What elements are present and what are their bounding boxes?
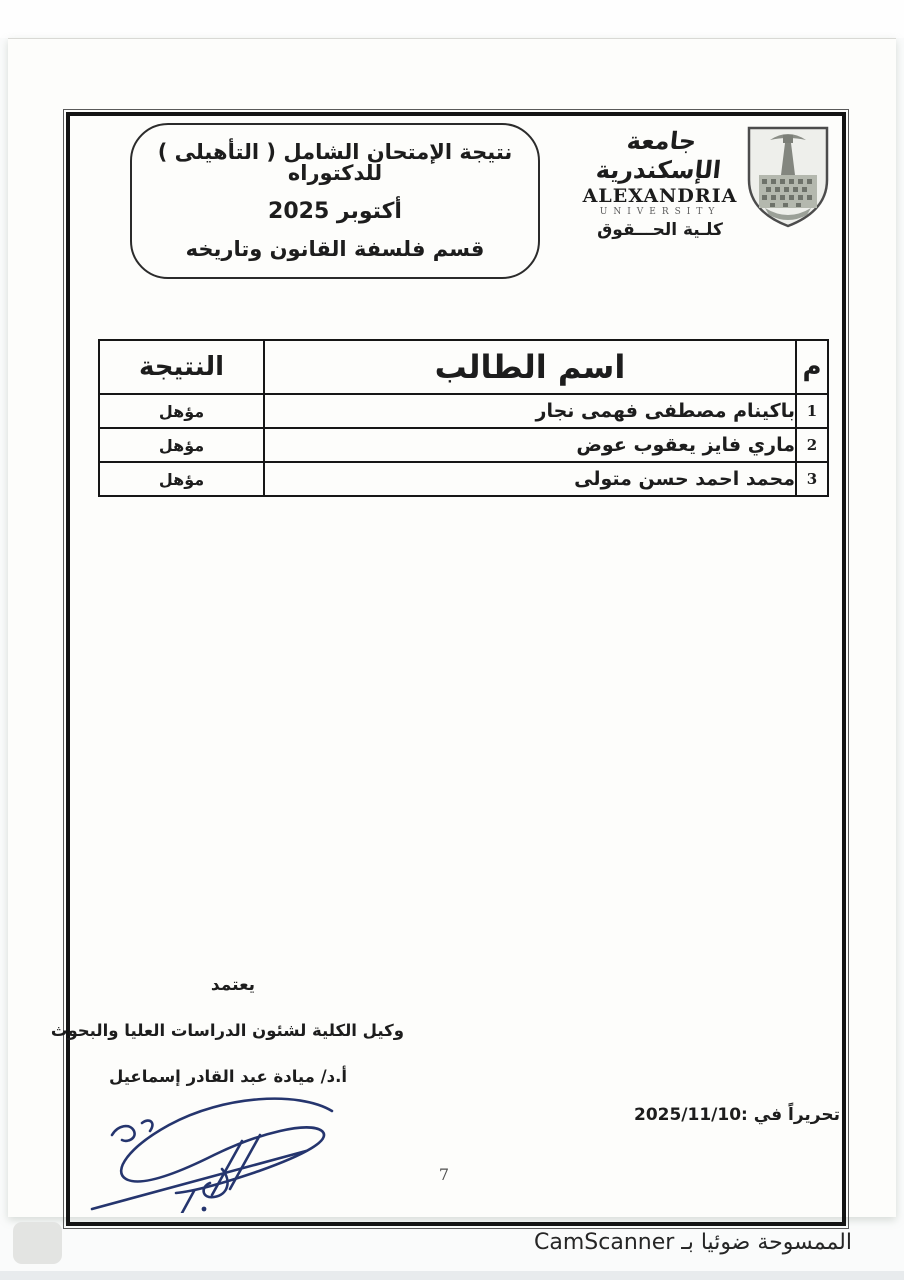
approval-heading: يعتمد: [210, 975, 256, 995]
page-border-frame-inner: [50, 112, 846, 1226]
column-header-result: النتيجة: [99, 340, 264, 394]
photo-background-bottom-strip: [0, 1271, 904, 1280]
row-index: 3: [796, 462, 828, 496]
student-result: مؤهل: [99, 394, 264, 428]
column-header-student-name: اسم الطالب: [264, 340, 796, 394]
scanner-thumbnail-placeholder: [13, 1222, 62, 1264]
student-name: باكينام مصطفى فهمى نجار: [264, 394, 796, 428]
exam-title-line1: نتيجة الإمتحان الشامل ( التأهيلى ) للدكتوراه: [157, 139, 513, 185]
issued-date-line: تحريراً في :2025/11/10: [633, 1105, 840, 1125]
camscanner-watermark: الممسوحة ضوئيا بـ CamScanner: [534, 1230, 852, 1255]
results-table-header-row: [99, 340, 828, 394]
table-row: [99, 428, 828, 462]
university-shield-icon: [745, 123, 831, 235]
university-name-arabic: جامعة الإسكندرية: [594, 127, 723, 184]
student-result: مؤهل: [99, 462, 264, 496]
row-index: 2: [796, 428, 828, 462]
student-name: محمد احمد حسن متولى: [264, 462, 796, 496]
university-logo-block: [574, 127, 746, 239]
student-name: ماري فايز يعقوب عوض: [264, 428, 796, 462]
table-row: [99, 462, 828, 496]
page-number: 7: [438, 1165, 450, 1184]
photo-background-top: [0, 0, 904, 38]
signature-scribble: [74, 1083, 354, 1217]
column-header-index: م: [796, 340, 828, 394]
approver-name: أ.د/ ميادة عبد القادر إسماعيل: [108, 1067, 348, 1086]
table-row: [99, 394, 828, 428]
exam-title-line3: قسم فلسفة القانون وتاريخه: [185, 237, 485, 262]
paper-sheet: [8, 38, 896, 1217]
results-table: [98, 339, 829, 497]
university-name-latin: ALEXANDRIA: [582, 184, 738, 207]
university-name-latin-sub: UNIVERSITY: [599, 206, 721, 217]
faculty-name-arabic: كلـية الحـــقوق: [597, 219, 723, 240]
row-index: 1: [796, 394, 828, 428]
approver-title: وكيل الكلية لشئون الدراسات العليا والبحوث: [50, 1021, 404, 1040]
student-result: مؤهل: [99, 428, 264, 462]
exam-title-line2: أكتوبر 2025: [268, 198, 402, 224]
exam-title-box: [130, 123, 540, 279]
